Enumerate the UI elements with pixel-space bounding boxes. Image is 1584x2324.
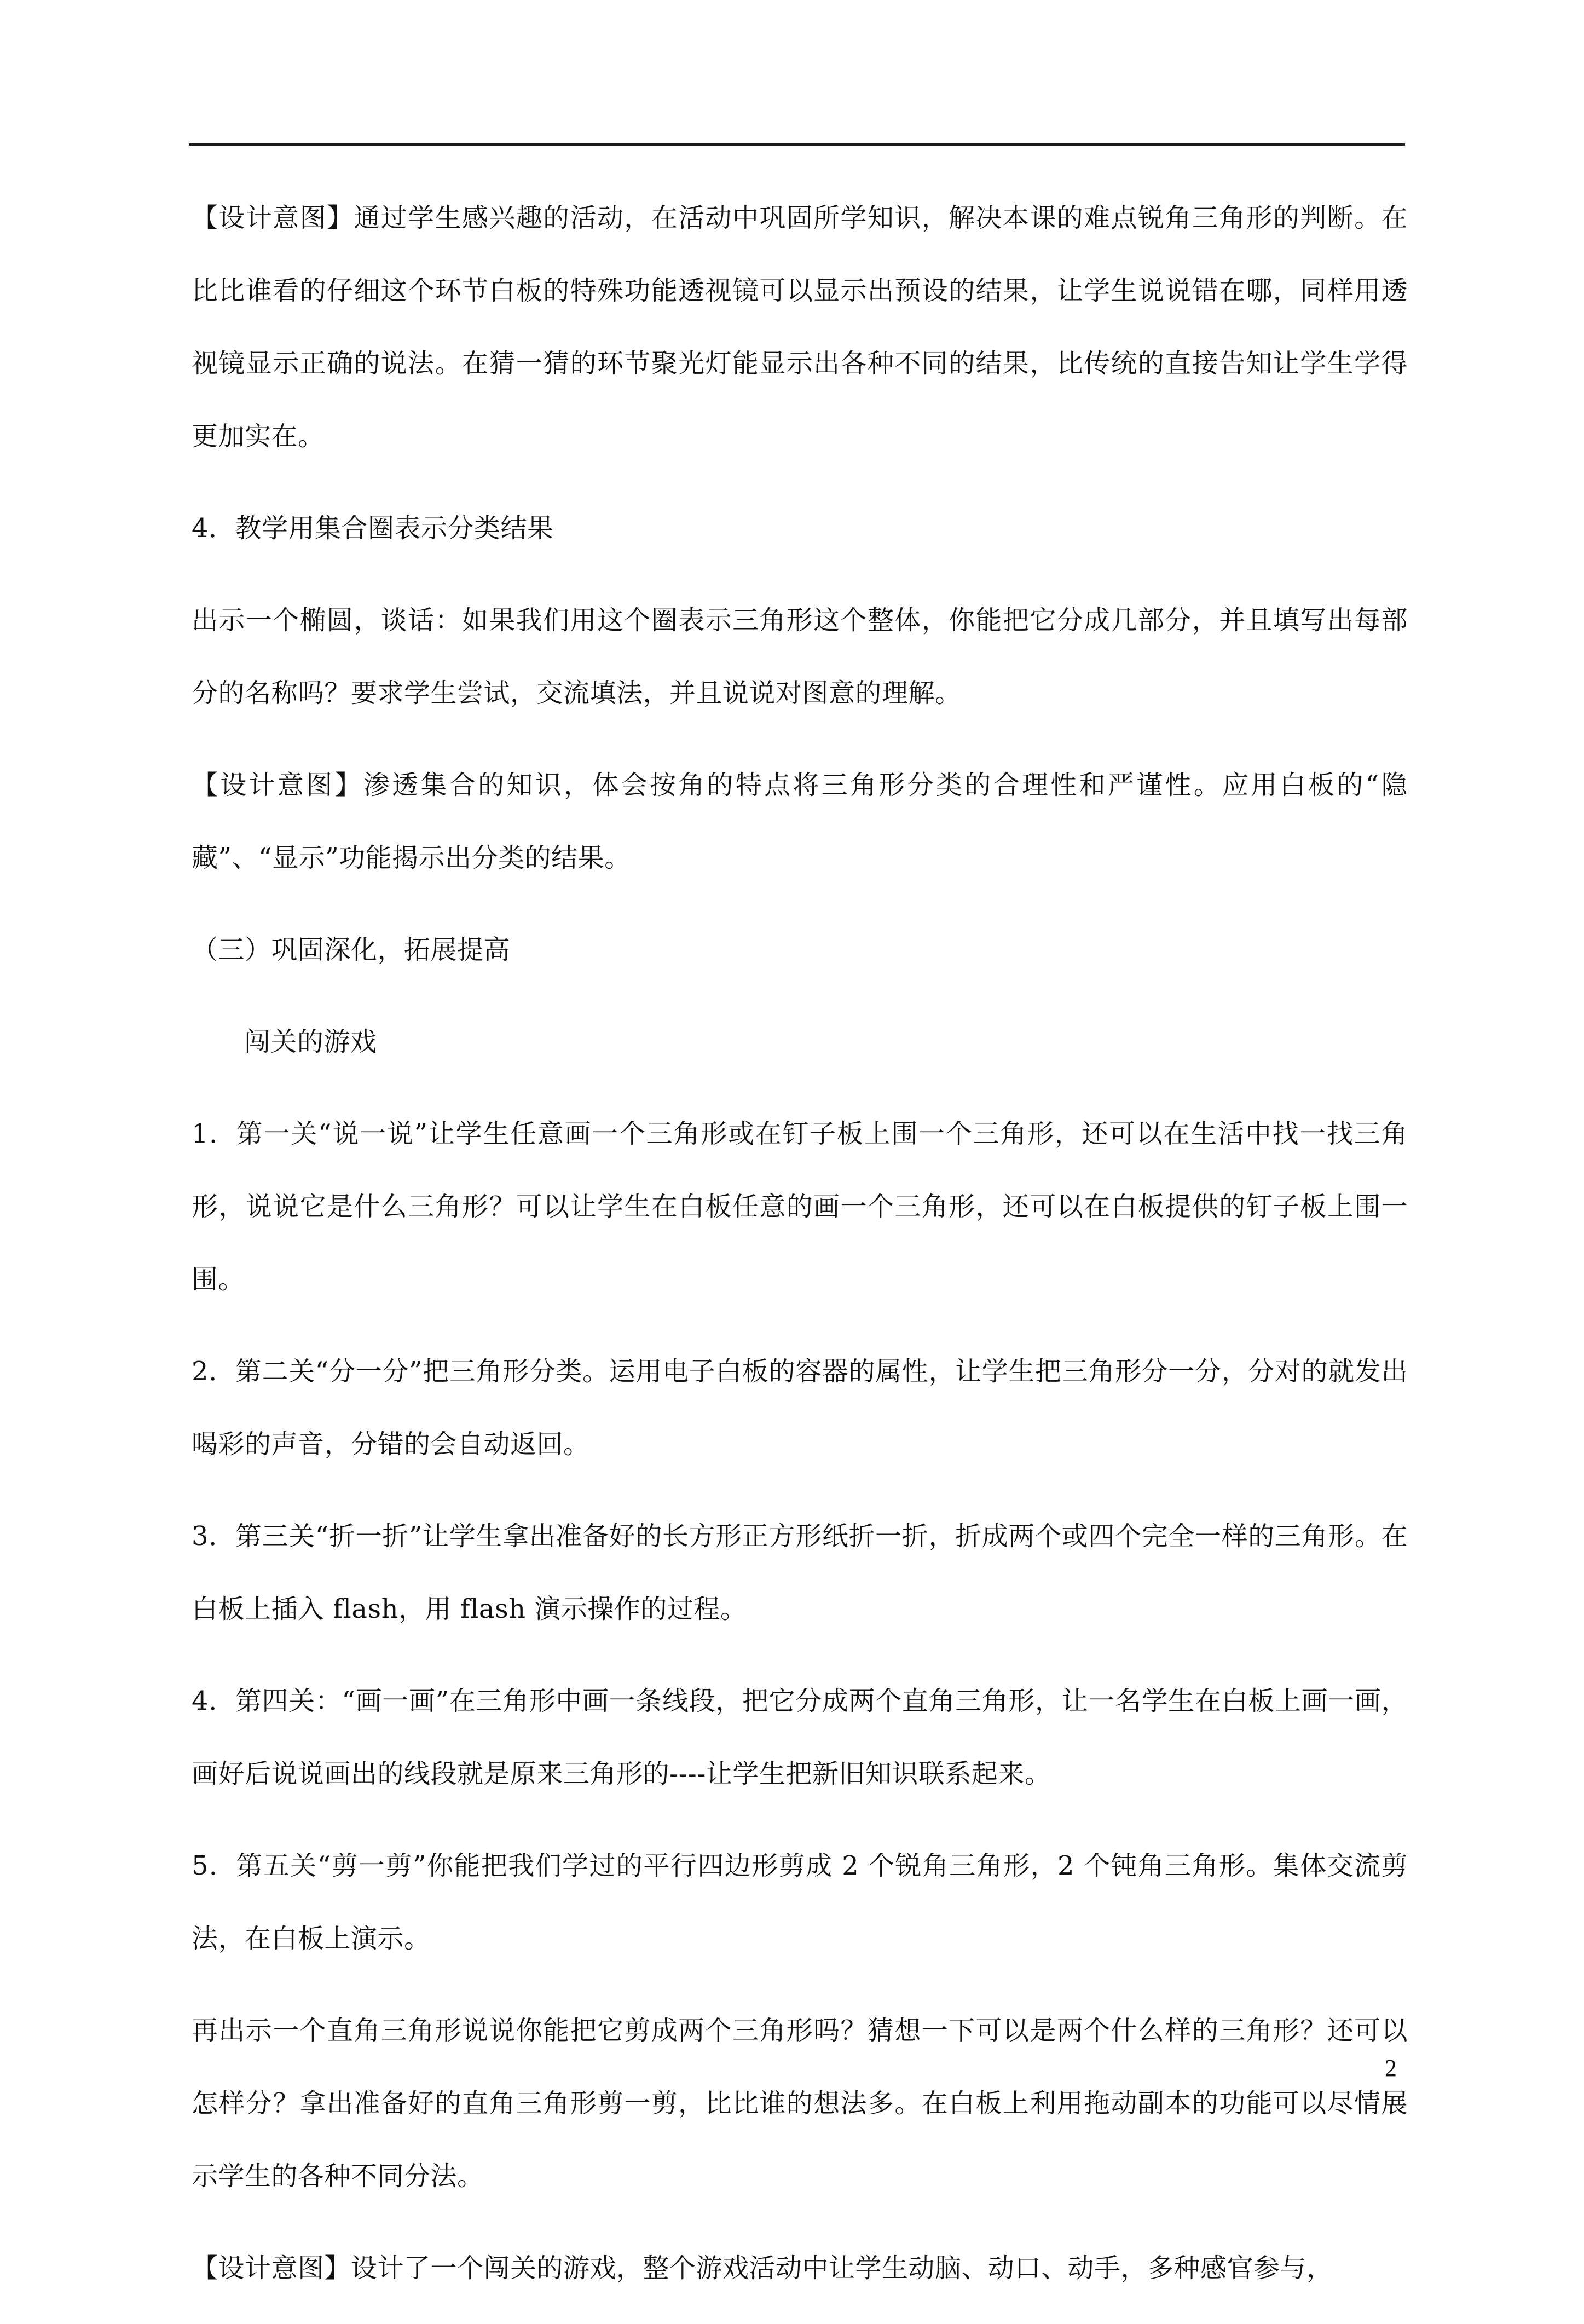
paragraph-design-intent-1: 【设计意图】通过学生感兴趣的活动，在活动中巩固所学知识，解决本课的难点锐角三角形的判断。在比比谁看的仔细这个环节白板的特殊功能透视镜可以显示出预设的结果，让学生说说错在哪，同样用透视镜显示正确的说法。在猜一猜的环节聚光灯能显示出各种不同的结果，比传统的直接告知让学生学得更加实在。 — [192, 203, 1408, 452]
header-rule — [189, 143, 1405, 146]
level-5-paragraph: 5．第五关“剪一剪”你能把我们学过的平行四边形剪成 2 个锐角三角形，2 个钝角三角形。集体交流剪法，在白板上演示。 — [192, 1850, 1408, 1954]
paragraph-right-triangle: 再出示一个直角三角形说说你能把它剪成两个三角形吗？猜想一下可以是两个什么样的三角形？还可以怎样分？拿出准备好的直角三角形剪一剪，比比谁的想法多。在白板上利用拖动副本的功能可以尽情展示学生的各种不同分法。 — [192, 2015, 1408, 2192]
level-3-paragraph: 3．第三关“折一折”让学生拿出准备好的长方形正方形纸折一折，折成两个或四个完全一样的三角形。在白板上插入 flash，用 flash 演示操作的过程。 — [192, 1521, 1408, 1624]
level-2-paragraph: 2．第二关“分一分”把三角形分类。运用电子白板的容器的属性，让学生把三角形分一分，分对的就发出喝彩的声音，分错的会自动返回。 — [192, 1356, 1408, 1460]
section-heading-4: 4．教学用集合圈表示分类结果 — [192, 513, 554, 544]
body-text — [192, 182, 1408, 2324]
paragraph-ellipse: 出示一个椭圆，谈话：如果我们用这个圈表示三角形这个整体，你能把它分成几部分，并且填写出每部分的名称吗？要求学生尝试，交流填法，并且说说对图意的理解。 — [192, 605, 1408, 708]
subheading-game: 闯关的游戏 — [244, 1027, 377, 1057]
paragraph-design-intent-3: 【设计意图】设计了一个闯关的游戏，整个游戏活动中让学生动脑、动口、动手，多种感官参与， — [192, 2253, 1333, 2283]
level-1-paragraph: 1．第一关“说一说”让学生任意画一个三角形或在钉子板上围一个三角形，还可以在生活中找一找三角形，说说它是什么三角形？可以让学生在白板任意的画一个三角形，还可以在白板提供的钉子板上围一围。 — [192, 1118, 1408, 1295]
paragraph-design-intent-2: 【设计意图】渗透集合的知识，体会按角的特点将三角形分类的合理性和严谨性。应用白板的“隐藏”、“显示”功能揭示出分类的结果。 — [192, 770, 1408, 873]
page-number: 2 — [1385, 2055, 1397, 2081]
section-heading-3: （三）巩固深化，拓展提高 — [192, 935, 511, 965]
level-4-paragraph: 4．第四关：“画一画”在三角形中画一条线段，把它分成两个直角三角形，让一名学生在白板上画一画，画好后说说画出的线段就是原来三角形的----让学生把新旧知识联系起来。 — [192, 1686, 1408, 1789]
